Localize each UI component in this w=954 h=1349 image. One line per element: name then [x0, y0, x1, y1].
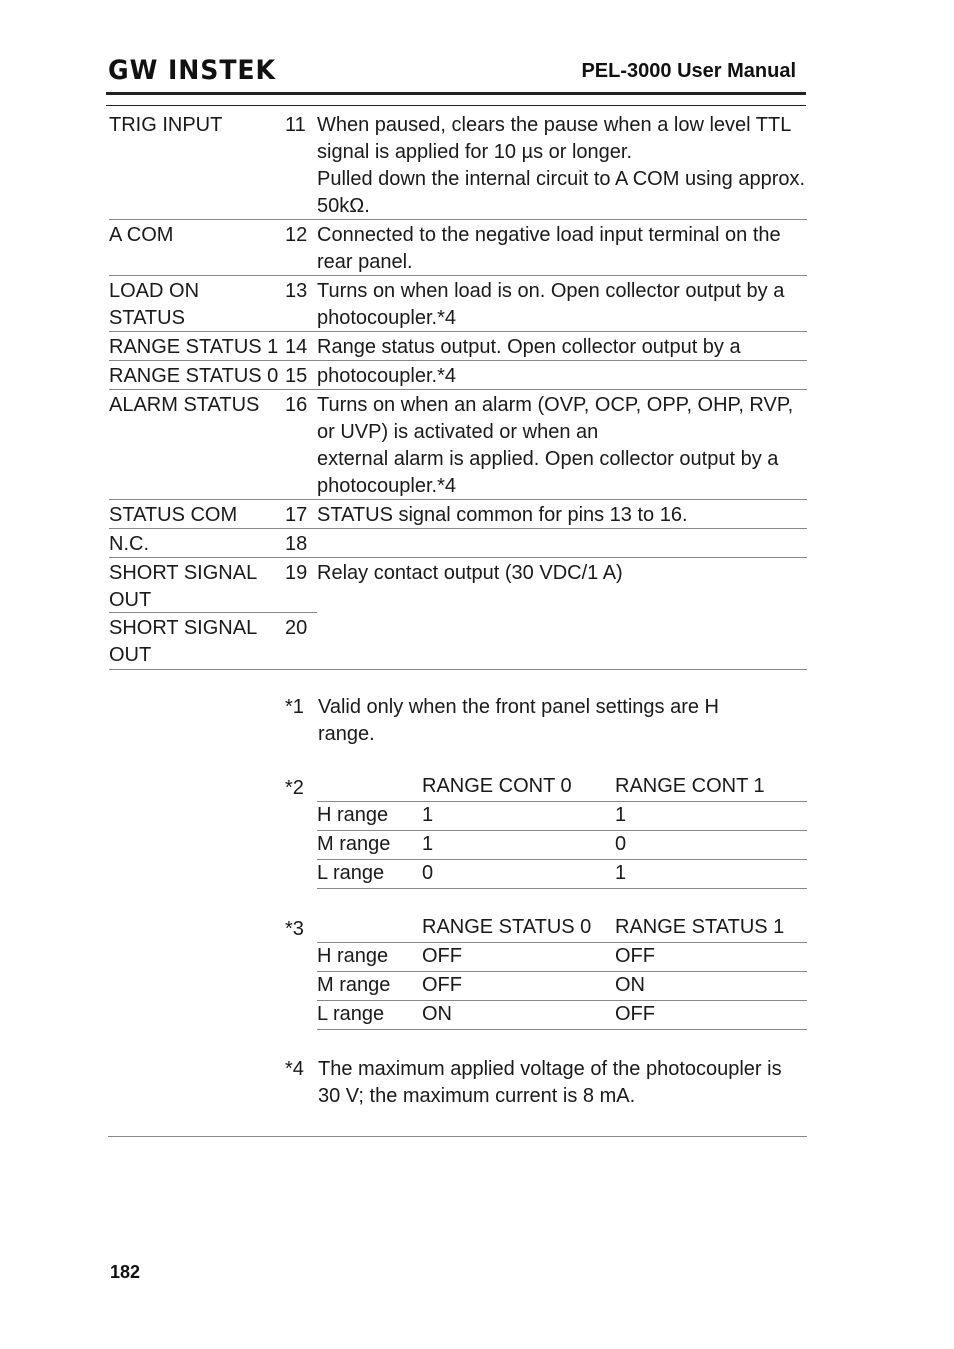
cell: 0 [615, 833, 627, 855]
gw-instek-logo [108, 55, 278, 83]
pin-name: ALARM STATUS [109, 394, 260, 416]
table-row [109, 500, 807, 529]
desc-line: photocoupler.*4 [317, 365, 457, 387]
pin-description [317, 334, 807, 361]
pin-number: 12 [285, 224, 308, 246]
cell: ON [615, 974, 645, 996]
pin-description [317, 502, 807, 529]
pin-name: RANGE STATUS 1 [109, 336, 279, 358]
cell: ON [422, 1003, 452, 1025]
pin-number: 13 [285, 280, 308, 302]
footnote-text: The maximum applied voltage of the photocoupler is 30 V; the maximum current is 8 mA. [318, 1058, 782, 1107]
pin-number: 20 [285, 617, 308, 639]
desc-line: external alarm is applied. Open collector output by a photocoupler.*4 [317, 448, 779, 497]
cell: 1 [422, 804, 434, 826]
table-header [317, 773, 807, 802]
svg-text:GW INSTEK: GW INSTEK [108, 55, 277, 83]
pin-number: 11 [285, 114, 306, 136]
table-row [109, 558, 807, 613]
cell: 0 [422, 862, 434, 884]
desc-line: Turns on when an alarm (OVP, OCP, OPP, OHP, RVP, or UVP) is activated or when an [317, 394, 794, 443]
pin-name: STATUS COM [109, 504, 238, 526]
table-row [109, 529, 807, 558]
desc-line: Turns on when load is on. Open collector output by a photocoupler.*4 [317, 280, 785, 329]
pin-name: N.C. [109, 533, 149, 555]
pin-number: 18 [285, 533, 308, 555]
footnote-mark: *4 [285, 1058, 304, 1080]
cell: L range [317, 862, 385, 884]
header-cell: RANGE CONT 0 [422, 775, 572, 797]
pin-description [317, 222, 807, 276]
desc-line: Connected to the negative load input terminal on the rear panel. [317, 224, 781, 273]
manual-title: PEL-3000 User Manual [581, 60, 796, 82]
table-row [317, 802, 807, 831]
table-row [317, 860, 807, 889]
pin-description [317, 560, 807, 587]
table-row [317, 1001, 807, 1030]
bottom-rule [108, 1136, 807, 1137]
cell: L range [317, 1003, 385, 1025]
table-row [317, 831, 807, 860]
cell: 1 [615, 862, 627, 884]
pin-name: SHORT SIGNAL OUT [109, 562, 257, 611]
cell: H range [317, 945, 389, 967]
gw-instek-logo-mark [108, 55, 278, 83]
table-row [317, 943, 807, 972]
pin-number: 14 [285, 336, 308, 358]
header-cell: RANGE STATUS 1 [615, 916, 785, 938]
header-rule-thin [106, 105, 806, 106]
table-header [317, 914, 807, 943]
footnote-text: Valid only when the front panel settings are H range. [318, 696, 719, 745]
pin-description [317, 392, 807, 500]
header-cell: RANGE STATUS 0 [422, 916, 592, 938]
pin-name: TRIG INPUT [109, 114, 223, 136]
cell: 1 [422, 833, 434, 855]
range-cont-table [317, 773, 807, 889]
cell: OFF [615, 945, 655, 967]
pin-name: A COM [109, 224, 174, 246]
cell: OFF [422, 945, 462, 967]
pin-number: 15 [285, 365, 308, 387]
table-row [109, 220, 807, 276]
pin-description [317, 363, 807, 390]
table-row [109, 276, 807, 332]
pin-number: 17 [285, 504, 308, 526]
cell: OFF [422, 974, 462, 996]
footnote-mark: *3 [285, 918, 304, 940]
table-row [109, 613, 807, 670]
pin-description [317, 278, 807, 332]
cell: M range [317, 974, 391, 996]
pin-number: 16 [285, 394, 308, 416]
table-row [109, 361, 807, 390]
pin-name: SHORT SIGNAL OUT [109, 617, 257, 666]
header-cell: RANGE CONT 1 [615, 775, 765, 797]
cell: H range [317, 804, 389, 826]
table-row [317, 972, 807, 1001]
cell: M range [317, 833, 391, 855]
pin-description [317, 112, 807, 220]
range-status-table [317, 914, 807, 1030]
desc-line: Range status output. Open collector output by a [317, 336, 741, 358]
pin-name: LOAD ON STATUS [109, 280, 200, 329]
desc-line: When paused, clears the pause when a low level TTL signal is applied for 10 µs or longer. [317, 114, 791, 163]
desc-line: STATUS signal common for pins 13 to 16. [317, 504, 688, 526]
pin-table [109, 110, 807, 670]
footnote-mark: *1 [285, 696, 304, 718]
page-number: 182 [110, 1262, 141, 1282]
pin-number: 19 [285, 562, 308, 584]
table-row [109, 390, 807, 500]
desc-line: Pulled down the internal circuit to A COM using approx. 50kΩ. [317, 168, 806, 217]
header-rule-thick [106, 92, 806, 95]
table-row [109, 332, 807, 361]
pin-name: RANGE STATUS 0 [109, 365, 279, 387]
desc-line: Relay contact output (30 VDC/1 A) [317, 562, 623, 584]
footnote-mark: *2 [285, 777, 304, 799]
table-row [109, 110, 807, 220]
cell: OFF [615, 1003, 655, 1025]
cell: 1 [615, 804, 627, 826]
